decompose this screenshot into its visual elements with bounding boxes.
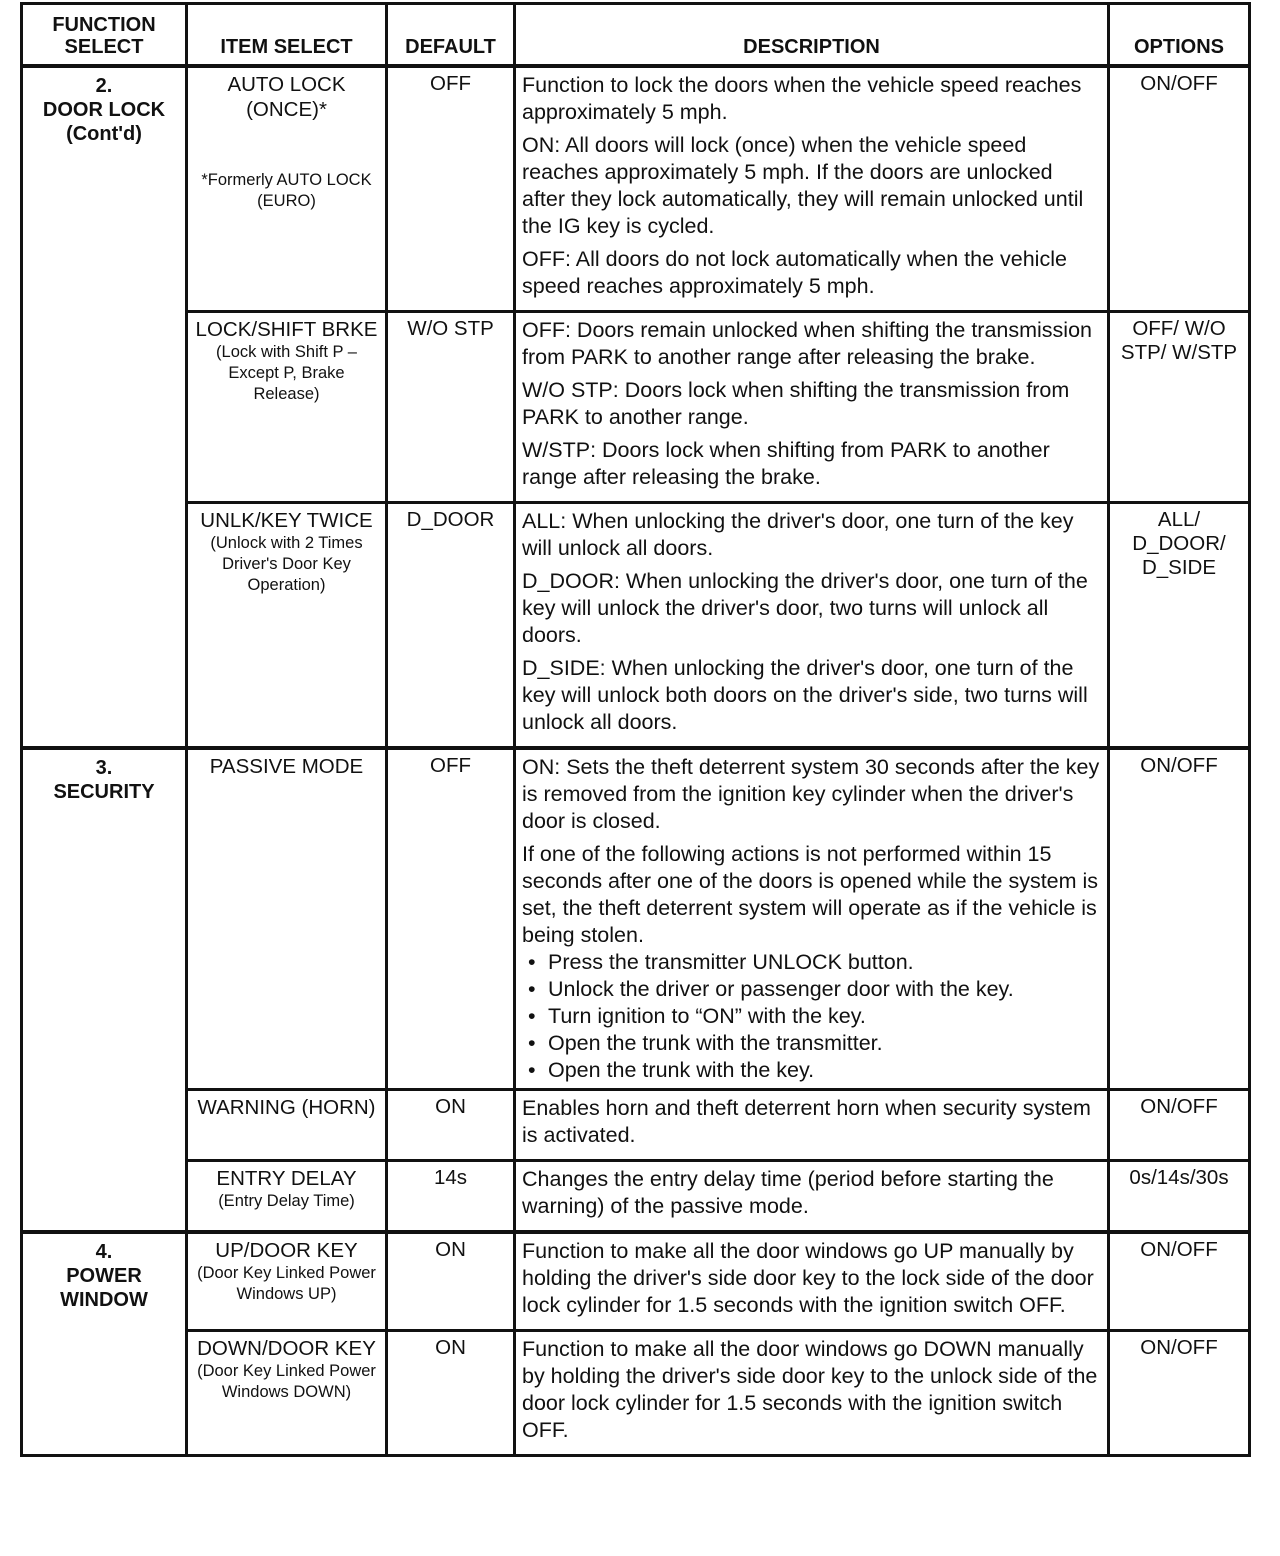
- description: [515, 502, 1109, 748]
- item-passive-mode: [187, 748, 387, 1090]
- default-value: W/O STP: [387, 311, 515, 502]
- item-lock-shift-brke: [187, 311, 387, 502]
- header-options: OPTIONS: [1109, 4, 1250, 66]
- function-number: 3.: [95, 756, 113, 779]
- description-paragraph: ON: Sets the theft deterrent system 30 seconds after the key is removed from the ignition key cylinder when the driver's door is closed.: [522, 754, 1100, 833]
- item-label: PASSIVE MODE: [209, 754, 364, 778]
- header-description: DESCRIPTION: [515, 4, 1109, 66]
- options-value: ON/OFF: [1109, 1330, 1250, 1455]
- function-title: DOOR LOCK: [42, 98, 166, 121]
- options-value: ON/OFF: [1109, 1232, 1250, 1331]
- item-down-door-key: [187, 1330, 387, 1455]
- function-power-window: [22, 1232, 187, 1456]
- default-value: ON: [387, 1089, 515, 1160]
- item-sublabel: (Door Key Linked Power Windows UP): [197, 1263, 376, 1303]
- description-paragraph: Changes the entry delay time (period before starting the warning) of the passive mode.: [522, 1166, 1054, 1218]
- item-label: UNLK/KEY TWICE: [200, 508, 373, 532]
- options-value: OFF/ W/O STP/ W/STP: [1109, 311, 1250, 502]
- description-paragraph: OFF: All doors do not lock automatically when the vehicle speed reaches approximately 5 mph.: [522, 246, 1067, 298]
- header-row: [22, 4, 1250, 66]
- description-paragraph: Function to make all the door windows go UP manually by holding the driver's side door key to the lock side of the door lock cylinder for 1.5 seconds with the ignition switch OFF.: [522, 1238, 1094, 1317]
- action-list: [522, 949, 1101, 1084]
- description-paragraph: Function to lock the doors when the vehicle speed reaches approximately 5 mph.: [522, 72, 1082, 124]
- default-value: 14s: [387, 1160, 515, 1232]
- default-value: ON: [387, 1330, 515, 1455]
- default-value: D_DOOR: [387, 502, 515, 748]
- options-value: ON/OFF: [1109, 1089, 1250, 1160]
- description-paragraph: If one of the following actions is not performed within 15 seconds after one of the doors is opened while the system is set, the theft deterrent system will operate as if the vehicle is being stolen.: [522, 841, 1099, 947]
- table-row: [22, 311, 1250, 502]
- description: [515, 1232, 1109, 1331]
- function-security: [22, 748, 187, 1232]
- default-value: OFF: [387, 66, 515, 312]
- header-default: DEFAULT: [387, 4, 515, 66]
- description-paragraph: W/STP: Doors lock when shifting from PARK to another range after releasing the brake.: [522, 437, 1050, 489]
- function-title: WINDOW: [60, 1288, 148, 1311]
- description-paragraph: Function to make all the door windows go DOWN manually by holding the driver's side door key to the unlock side of the door lock cylinder for 1.5 seconds with the ignition switch OFF.: [522, 1336, 1098, 1442]
- description: [515, 1160, 1109, 1232]
- function-number: 2.: [95, 74, 113, 97]
- item-sublabel: (Entry Delay Time): [218, 1191, 355, 1210]
- options-value: 0s/14s/30s: [1109, 1160, 1250, 1232]
- list-item: • Press the transmitter UNLOCK button.: [522, 949, 1101, 976]
- function-door-lock: [22, 66, 187, 748]
- description: [515, 748, 1109, 1090]
- options-value: ON/OFF: [1109, 748, 1250, 1090]
- table-row: [22, 1160, 1250, 1232]
- default-value: OFF: [387, 748, 515, 1090]
- description-paragraph: OFF: Doors remain unlocked when shifting the transmission from PARK to another range after releasing the brake.: [522, 317, 1092, 369]
- item-auto-lock: [187, 66, 387, 312]
- item-sublabel: (Unlock with 2 Times Driver's Door Key Operation): [210, 533, 363, 594]
- description-paragraph: ON: All doors will lock (once) when the vehicle speed reaches approximately 5 mph. If the doors are unlocked after they lock automatically, they will remain unlocked until the IG key is cycled.: [522, 132, 1084, 238]
- description-paragraph: Enables horn and theft deterrent horn when security system is activated.: [522, 1095, 1091, 1147]
- description: [515, 311, 1109, 502]
- item-warning-horn: [187, 1089, 387, 1160]
- item-sublabel: (Door Key Linked Power Windows DOWN): [197, 1361, 376, 1401]
- item-sublabel: (Lock with Shift P – Except P, Brake Release): [216, 342, 357, 403]
- table-row: [22, 748, 1250, 1090]
- description-paragraph: W/O STP: Doors lock when shifting the transmission from PARK to another range.: [522, 377, 1070, 429]
- table-row: [22, 1330, 1250, 1455]
- options-value: ON/OFF: [1109, 66, 1250, 312]
- item-label: DOWN/DOOR KEY: [197, 1336, 376, 1360]
- description-paragraph: ALL: When unlocking the driver's door, one turn of the key will unlock all doors.: [522, 508, 1074, 560]
- function-number: 4.: [95, 1240, 113, 1263]
- table-row: [22, 1089, 1250, 1160]
- default-value: ON: [387, 1232, 515, 1331]
- table-row: [22, 66, 1250, 312]
- function-title: POWER: [66, 1264, 142, 1287]
- table-row: [22, 1232, 1250, 1331]
- function-title: SECURITY: [53, 780, 155, 803]
- item-label: UP/DOOR KEY: [215, 1238, 358, 1262]
- list-item: • Turn ignition to “ON” with the key.: [522, 1003, 1101, 1030]
- item-label: WARNING (HORN): [197, 1095, 376, 1119]
- item-unlk-key-twice: [187, 502, 387, 748]
- function-table: [20, 2, 1251, 1457]
- item-up-door-key: [187, 1232, 387, 1331]
- header-function-select: FUNCTION SELECT: [22, 4, 187, 66]
- description: [515, 1330, 1109, 1455]
- header-item-select: ITEM SELECT: [187, 4, 387, 66]
- item-label: LOCK/SHIFT BRKE: [195, 317, 378, 341]
- description: [515, 1089, 1109, 1160]
- list-item: • Unlock the driver or passenger door with the key.: [522, 976, 1101, 1003]
- list-item: • Open the trunk with the transmitter.: [522, 1030, 1101, 1057]
- description-paragraph: D_DOOR: When unlocking the driver's door, one turn of the key will unlock the driver's door, two turns will unlock all doors.: [522, 568, 1088, 647]
- item-label: AUTO LOCK (ONCE)*: [227, 72, 346, 121]
- function-subtitle: (Cont'd): [66, 122, 142, 145]
- description: [515, 66, 1109, 312]
- table-row: [22, 502, 1250, 748]
- list-item: • Open the trunk with the key.: [522, 1057, 1101, 1084]
- item-label: ENTRY DELAY: [216, 1166, 357, 1190]
- description-paragraph: D_SIDE: When unlocking the driver's door, one turn of the key will unlock both doors on the driver's side, two turns will unlock all doors.: [522, 655, 1088, 734]
- item-note: *Formerly AUTO LOCK (EURO): [201, 170, 372, 210]
- item-entry-delay: [187, 1160, 387, 1232]
- options-value: ALL/ D_DOOR/ D_SIDE: [1109, 502, 1250, 748]
